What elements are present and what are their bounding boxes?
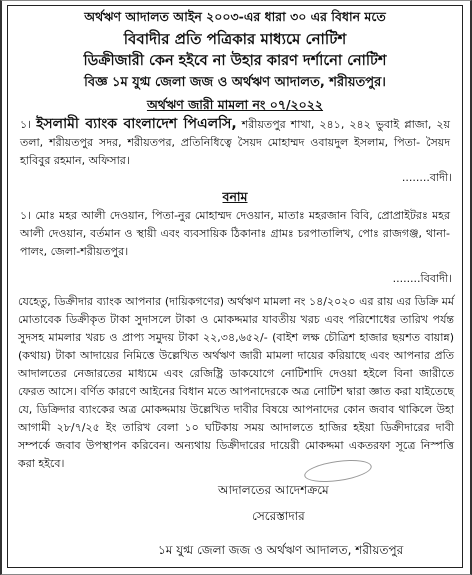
defendant-block [20,207,450,261]
legal-notice-box [7,5,463,568]
signature-title: সেরেস্তাদার [252,509,305,523]
signature-court: ১ম যুগ্ম জেলা জজ ও অর্থঋণ আদালত, শরীয়তপুর [158,543,404,557]
plaintiff-number: ১। [20,118,32,131]
notice-subtitle: ডিক্রীজারী কেন হইবে না উহার কারণ দর্শানো নোটিশ [83,53,387,69]
plaintiff-block [20,115,450,170]
plaintiff-details: শরীয়তপুর শাখা, ২৪১, ২৪২ ভুবাই প্লাজা, ২য় তলা, শরীয়তপুর সদর, শরীয়তপর, প্রতিনিধিত্বে সৈয়দ মোহাম্মদ ওবায়দুল ইসলাম, পিতা- সৈয়দ হাবিবুর রহমান, অফিসার। [20,118,450,167]
defendant-number: ১। [20,209,32,222]
defendant-role: ........বিবাদী। [392,272,452,285]
versus-label: বনাম [222,189,248,204]
notice-title: বিবাদীর প্রতি পত্রিকার মাধ্যমে নোটিশ [123,30,347,48]
plaintiff-role: ........বাদী। [401,171,452,184]
court-name-line: বিজ্ঞ ১ম যুগ্ম জেলা জজ ও অর্থঋণ আদালত, শরীয়তপুর। [84,75,386,90]
defendant-details: মোঃ মহর আলী দেওয়ান, পিতা-নুর মোহাম্মদ দেওয়ান, মাতাঃ মহরজান বিবি, প্রোপ্রাইটরঃ মহর আলী দেওয়ান, বর্তমান ও স্থায়ী এবং ব্যবসায়িক ঠিকানাঃ গ্রামঃ চরপাতালিখ, পোঃ রাজগঞ্জ, থানা-পালং, জেলা-শরীয়তপুর। [20,209,451,258]
case-number: অর্থঋণ জারী মামলা নং ০৭/২০২২ [146,97,324,112]
plaintiff-name: ইসলামী ব্যাংক বাংলাদেশ পিএলসি, [36,116,237,132]
law-reference-line: অর্থঋণ আদালত আইন ২০০৩-এর ধারা ৩০ এর বিধান মতে [84,9,386,24]
notice-body-text: যেহেতু, ডিক্রীদার ব্যাংক আপনার (দায়িকগণের) অর্থঋণ মামলা নং ১৪/২০২০ এর রায় এর ডিক্রি মর্ম মোতাবেক ডিক্রীকৃত টাকা সুদাসলে টাকা ও মোকদ্দমার যাবতীয় খরচ এবং পরিশোধের তারিখ পর্যন্ত সুদসহ মামলার খরচ ও প্রাপ্য সমুদয় টাকা ২২,৩৪,৬৫২/- (বাইশ লক্ষ চৌত্রিশ হাজার ছয়শত বায়ান্ন) (কথায়) টাকা আদায়ের নিমিত্তে উল্লেখিত অর্থঋণ জারী মামলা দায়ের করিয়াছে এবং আপনার প্রতি আদালতের নেজারতের মাধ্যমে এবং রেজিষ্ট্রি ডাকযোগে নোটিশাদি দেওয়া হইলে বিনা জারীতে ফেরত আসে। বর্ণিত কারণে আইনের বিধান মতে আপনাদেরকে অত্র নোটিশ দ্বারা জ্ঞাত করা যাইতেছে যে, ডিক্রিদার ব্যাংকের অত্র মোকদ্দমায় উল্লেখিত দাবীর বিষয়ে আপনাদের কোন জবাব থাকিলে উহা আগামী ২৮/৭/২৫ ইং তারিখ বেলা ১০ ঘটিকায় সময় আদালতে হাজির হইয়া ডিক্রীদারের দাবী সম্পর্কে জবাব উপস্থাপন করিবেন। অন্যথায় ডিক্রীদারের দায়েরী মোকদ্দমা একতরফা সূত্রে নিস্পত্তি করা হইবে। [18,295,454,470]
signature-order-line: আদালতের আদেশক্রমে [218,483,329,497]
